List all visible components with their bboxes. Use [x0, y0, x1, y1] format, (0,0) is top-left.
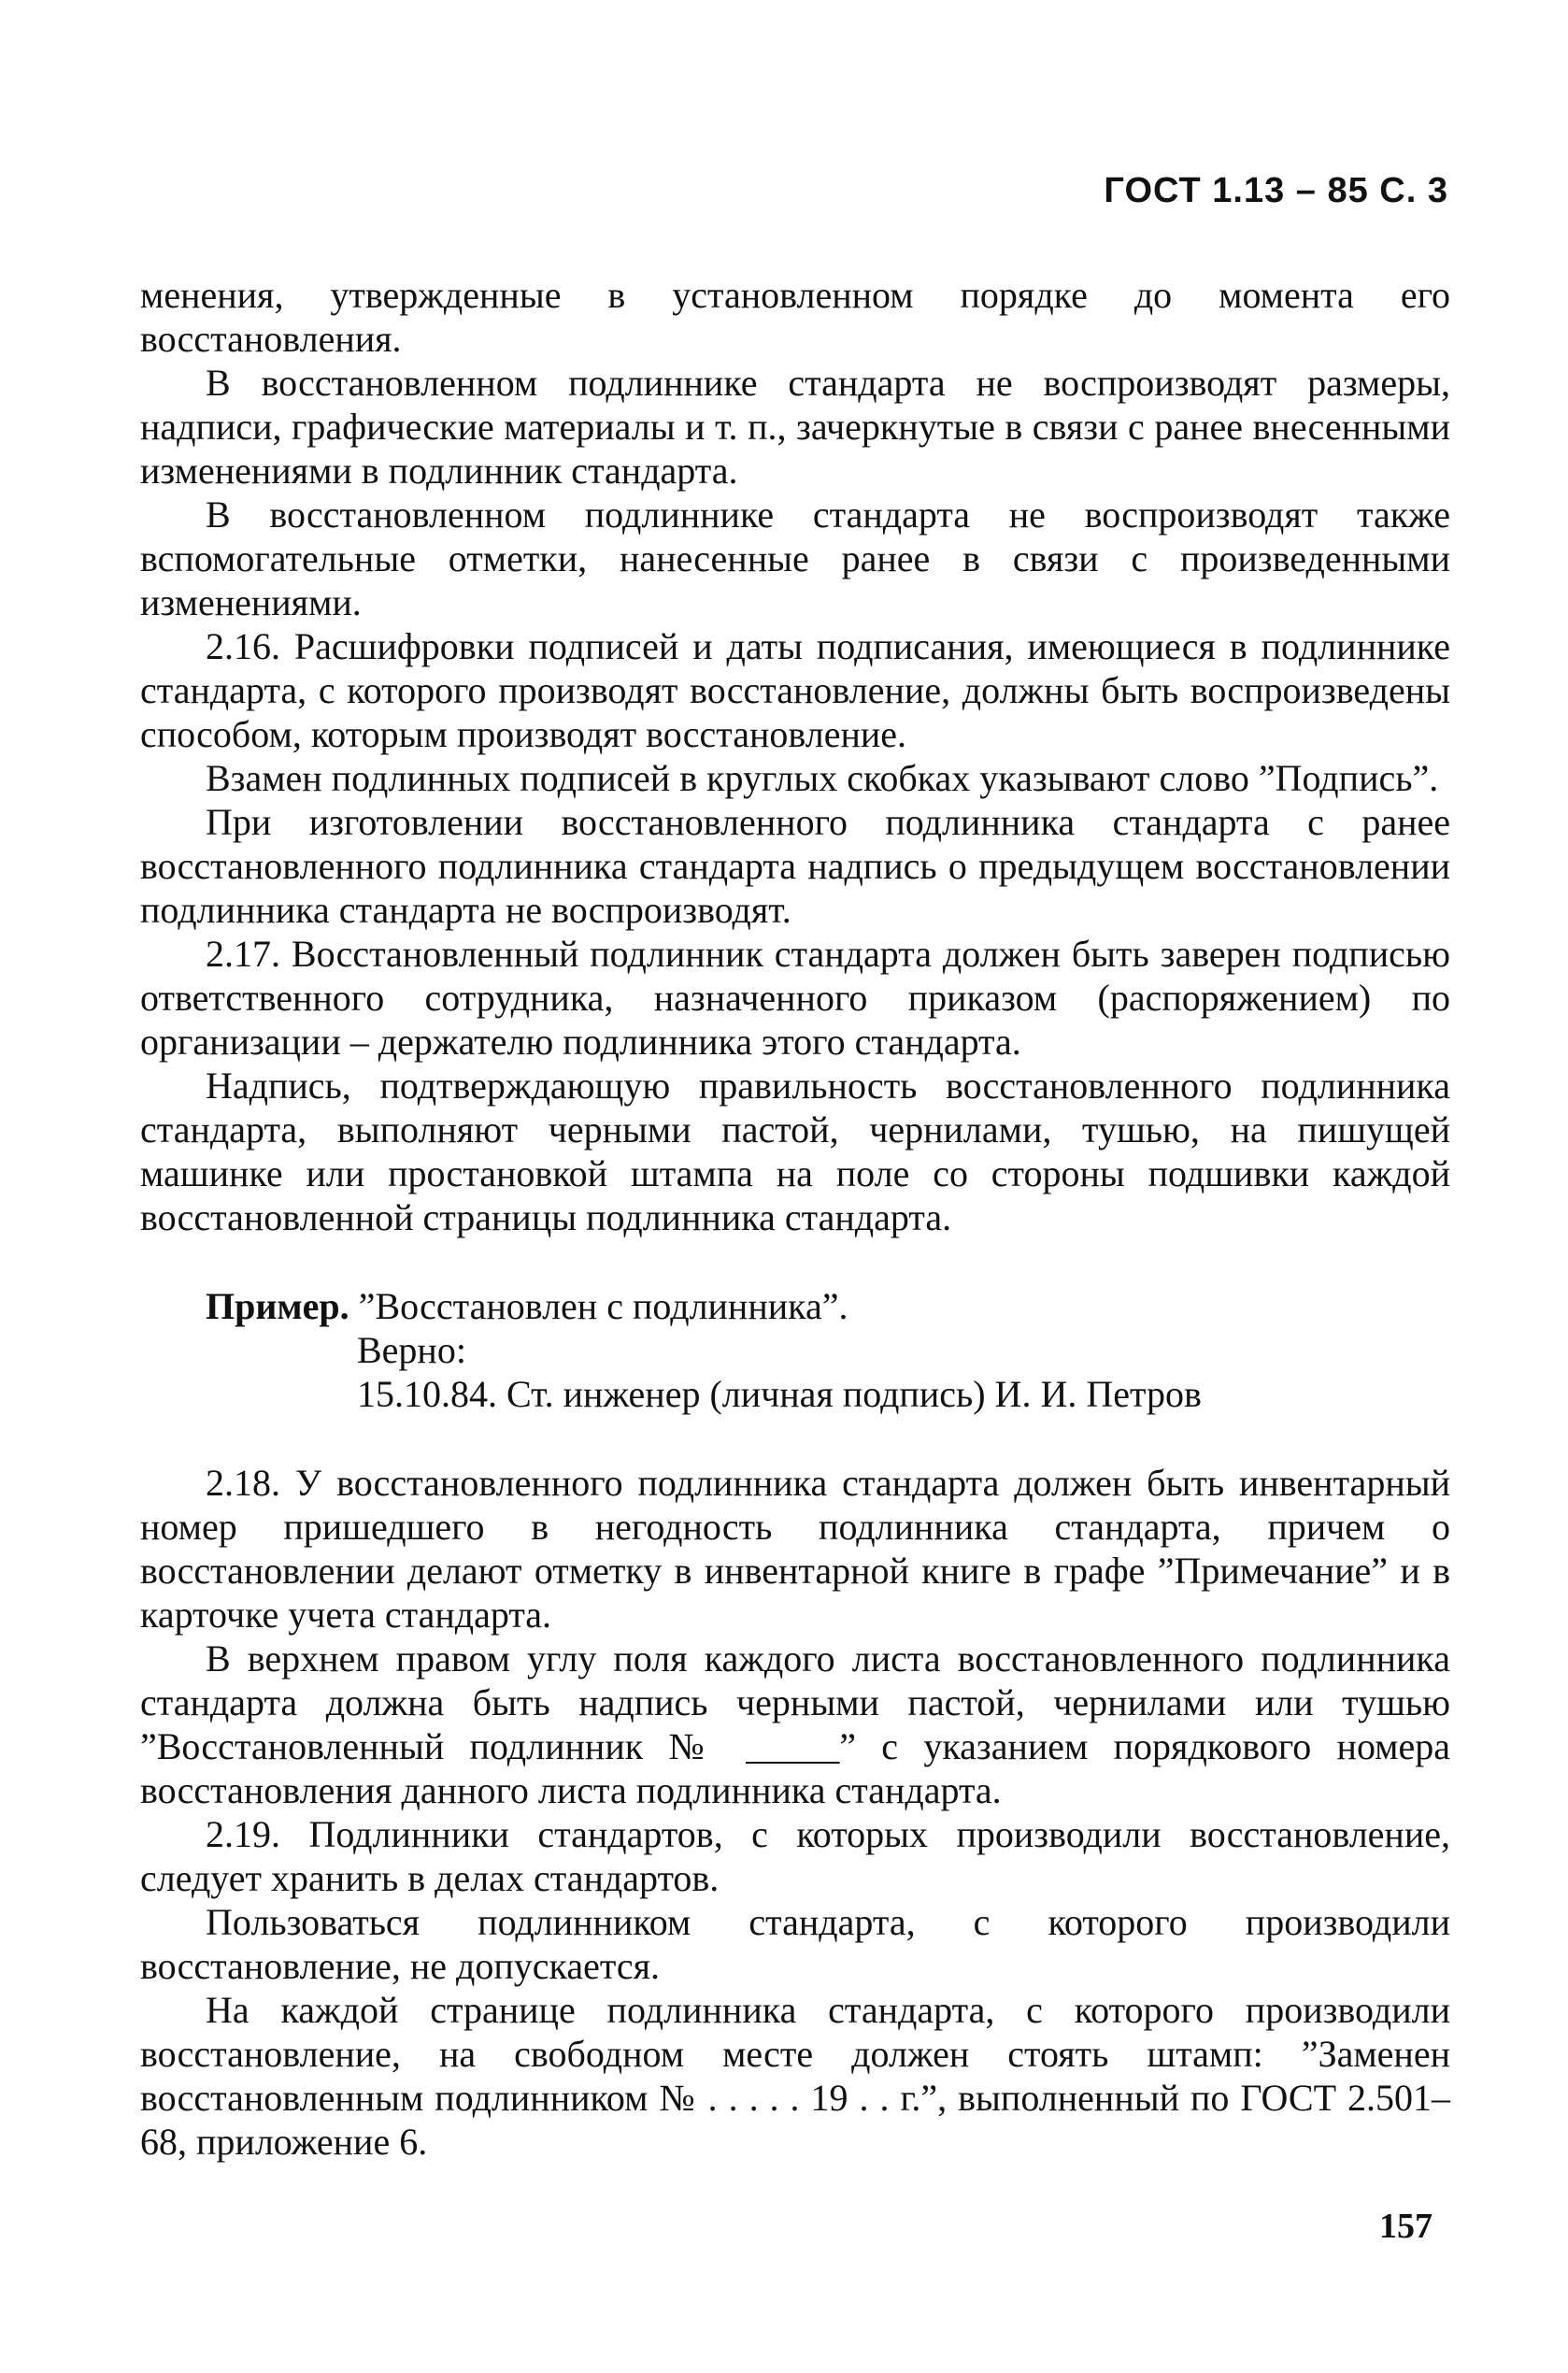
paragraph: В восстановленном подлиннике стандарта не воспроизводят также вспомогательные отметки, нанесенные ранее в связи с произведенными изменениями.: [140, 493, 1450, 623]
example-block: [206, 1284, 1450, 1416]
paragraph-continuation: менения, утвержденные в установленном порядке до момента его восстановления.: [140, 274, 1450, 360]
paragraph: Надпись, подтверждающую правильность восстановленного подлинника стандарта, выполняют черными пастой, чернилами, тушью, на пишущей машинке или простановкой штампа на поле со стороны подшивки каждой восстановленной страницы подлинника стандарта.: [140, 1065, 1450, 1238]
paragraph: Пользоваться подлинником стандарта, с которого производили восстановление, не допускается.: [140, 1901, 1450, 1987]
clause-2-18: 2.18. У восстановленного подлинника стандарта должен быть инвентарный номер пришедшего в негодность подлинника стандарта, причем о восстановлении делают отметку в инвентарной книге в графе ”Примечание” и в карточке учета стандарта.: [140, 1462, 1450, 1636]
example-line-3: 15.10.84. Ст. инженер (личная подпись) И. И. Петров: [357, 1373, 1202, 1415]
clause-2-19: 2.19. Подлинники стандартов, с которых производили восстановление, следует хранить в делах стандартов.: [140, 1813, 1450, 1899]
body-text: [140, 273, 1450, 2164]
paragraph: Взамен подлинных подписей в круглых скобках указывают слово ”Подпись”.: [206, 757, 1439, 799]
paragraph: На каждой странице подлинника стандарта, с которого производили восстановление, на свободном месте должен стоять штамп: ”Заменен восстановленным подлинником № . . . . . 19 . . г.”, выполненный по ГОСТ 2.501–68, приложение 6.: [140, 1989, 1450, 2163]
example-line-1: [206, 1284, 1450, 1328]
paragraph: В верхнем правом углу поля каждого листа восстановленного подлинника стандарта должна быть надпись черными пастой, чернилами или тушью ”Восстановленный подлинник № _____” с указанием порядкового номера восстановления данного листа подлинника стандарта.: [140, 1637, 1450, 1811]
clause-2-17: 2.17. Восстановленный подлинник стандарта должен быть заверен подписью ответственного сотрудника, назначенного приказом (распоряжением) по организации – держателю подлинника этого стандарта.: [140, 933, 1450, 1063]
clause-2-16: 2.16. Расшифровки подписей и даты подписания, имеющиеся в подлиннике стандарта, с которого производят восстановление, должны быть воспроизведены способом, которым производят восстановление.: [140, 625, 1450, 755]
paragraph: При изготовлении восстановленного подлинника стандарта с ранее восстановленного подлинника стандарта надпись о предыдущем восстановлении подлинника стандарта не воспроизводят.: [140, 801, 1450, 931]
page-number: 157: [1379, 2207, 1433, 2246]
running-head: ГОСТ 1.13 – 85 С. 3: [1104, 171, 1448, 210]
paragraph: В восстановленном подлиннике стандарта не воспроизводят размеры, надписи, графические материалы и т. п., зачеркнутые в связи с ранее внесенными изменениями в подлинник стандарта.: [140, 362, 1450, 492]
example-label: Пример.: [206, 1285, 349, 1327]
example-line-2: Верно:: [357, 1329, 466, 1371]
example-text: ”Восстановлен с подлинника”.: [358, 1285, 848, 1327]
